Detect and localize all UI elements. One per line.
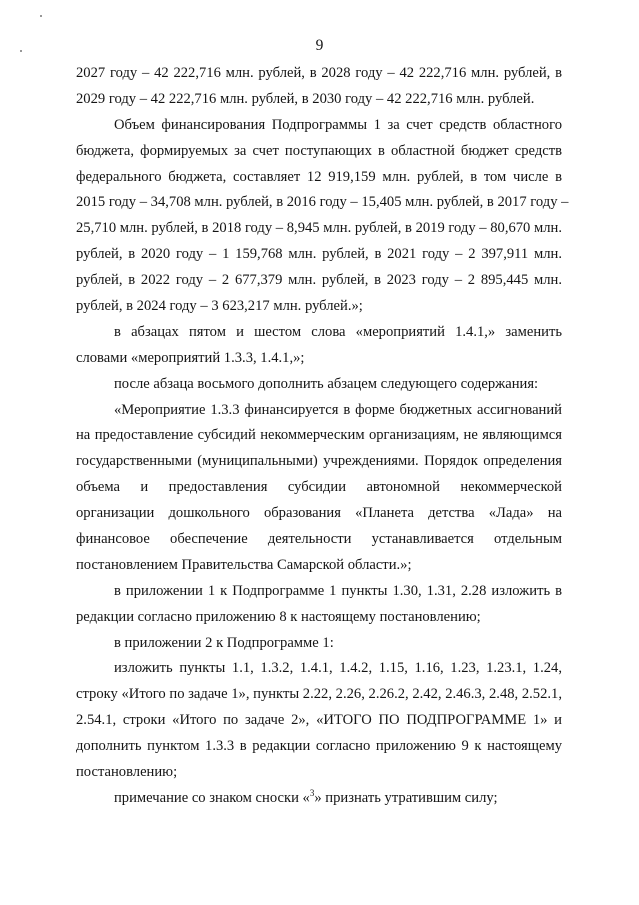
footnote-mark: 3 bbox=[309, 788, 315, 799]
footnote-text-after: » признать утратившим силу; bbox=[314, 789, 498, 806]
scan-speck bbox=[40, 15, 42, 17]
text-line: редакции согласно приложению 8 к настоящему постановлению; bbox=[76, 608, 481, 625]
text-line: Объем финансирования Подпрограммы 1 за счет средств областного bbox=[114, 116, 562, 133]
text-line: постановлением Правительства Самарской области.»; bbox=[76, 556, 412, 573]
footnote-line bbox=[76, 786, 562, 812]
text-line: рублей, в 2022 году – 2 677,379 млн. рублей, в 2023 году – 2 895,445 млн. bbox=[76, 272, 562, 289]
text-line: 25,710 млн. рублей, в 2018 году – 8,945 млн. рублей, в 2019 году – 80,670 млн. bbox=[76, 220, 562, 237]
text-line: строку «Итого по задаче 1», пункты 2.22, 2.26, 2.26.2, 2.42, 2.46.3, 2.48, 2.52.1, bbox=[76, 686, 562, 703]
text-line: организации дошкольного образования «Планета детства «Лада» на bbox=[76, 505, 562, 522]
text-line: в приложении 1 к Подпрограмме 1 пункты 1.30, 1.31, 2.28 изложить в bbox=[114, 582, 562, 599]
text-line: изложить пункты 1.1, 1.3.2, 1.4.1, 1.4.2, 1.15, 1.16, 1.23, 1.23.1, 1.24, bbox=[114, 660, 562, 677]
footnote-text-before: примечание со знаком сноски « bbox=[114, 789, 310, 806]
text-line: дополнить пунктом 1.3.3 в редакции согласно приложению 9 к настоящему bbox=[76, 738, 562, 755]
text-line: 2029 году – 42 222,716 млн. рублей, в 2030 году – 42 222,716 млн. рублей. bbox=[76, 90, 535, 107]
text-line: на предоставление субсидий некоммерческим организациям, не являющимся bbox=[76, 427, 562, 444]
text-line: бюджета, формируемых за счет поступающих в областной бюджет средств bbox=[76, 142, 562, 159]
page-number: 9 bbox=[315, 37, 324, 54]
text-line: после абзаца восьмого дополнить абзацем следующего содержания: bbox=[114, 375, 539, 392]
text-line: в абзацах пятом и шестом слова «мероприятий 1.4.1,» заменить bbox=[114, 323, 562, 340]
text-line: федерального бюджета, составляет 12 919,159 млн. рублей, в том числе в bbox=[76, 168, 562, 185]
text-line: финансовое обеспечение деятельности устанавливается отдельным bbox=[76, 531, 562, 548]
text-line: постановлению; bbox=[76, 764, 178, 781]
text-line: рублей, в 2024 году – 3 623,217 млн. рублей.»; bbox=[76, 298, 363, 315]
text-line: рублей, в 2020 году – 1 159,768 млн. рублей, в 2021 году – 2 397,911 млн. bbox=[76, 246, 562, 263]
text-line: словами «мероприятий 1.3.3, 1.4.1,»; bbox=[76, 349, 305, 366]
text-line: объема и предоставления субсидии автономной некоммерческой bbox=[76, 479, 562, 496]
text-line: «Мероприятие 1.3.3 финансируется в форме бюджетных ассигнований bbox=[114, 401, 562, 418]
scan-speck bbox=[20, 50, 22, 52]
text-line: в приложении 2 к Подпрограмме 1: bbox=[114, 634, 334, 651]
text-line: 2.54.1, строки «Итого по задаче 2», «ИТОГО ПО ПОДПРОГРАММЕ 1» и bbox=[76, 712, 562, 729]
document-body bbox=[76, 61, 569, 812]
text-line: 2015 году – 34,708 млн. рублей, в 2016 году – 15,405 млн. рублей, в 2017 году – bbox=[76, 194, 569, 211]
text-line: государственными (муниципальными) учреждениями. Порядок определения bbox=[76, 453, 562, 470]
text-line: 2027 году – 42 222,716 млн. рублей, в 2028 году – 42 222,716 млн. рублей, в bbox=[76, 65, 562, 81]
